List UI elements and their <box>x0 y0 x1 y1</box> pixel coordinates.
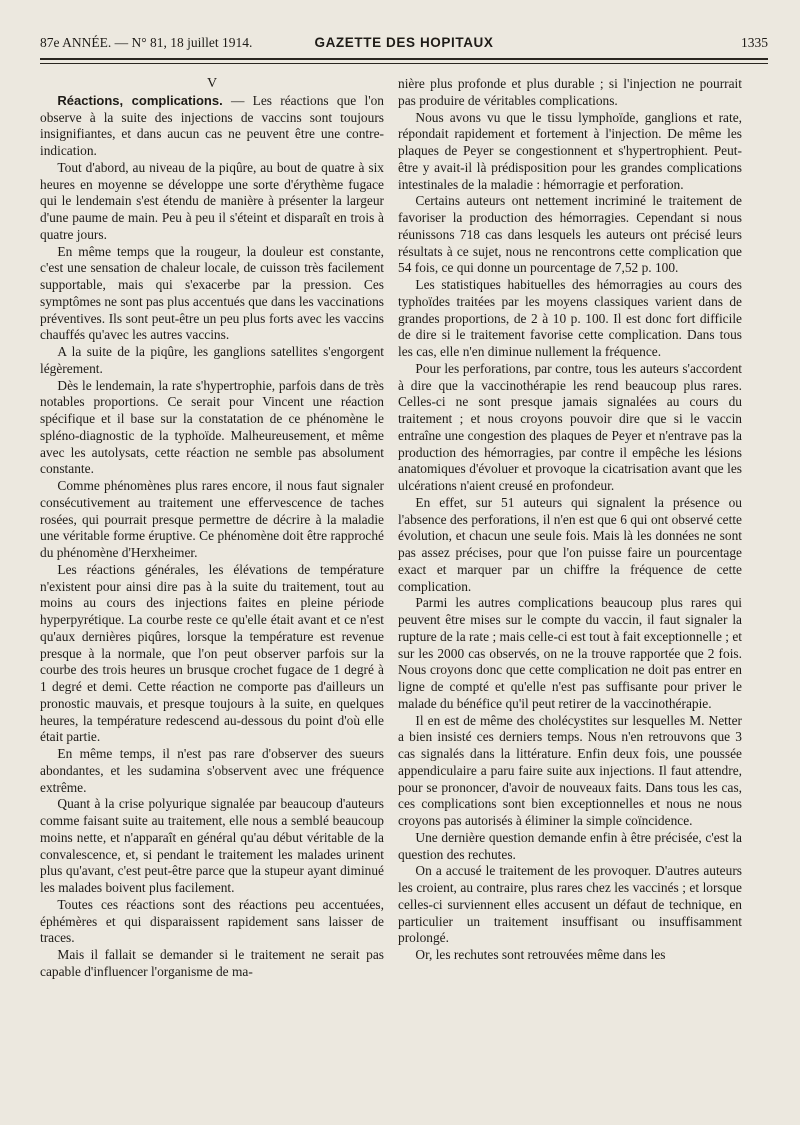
paragraph: Dès le lendemain, la rate s'hypertrophie, parfois dans de très notables proportions. Ce serait pour Vincent une réaction spécifique et il base sur la constatation de ce phénomène le spléno-diagnostic de la typhoïde. Malheureusement, et même avec les autolysats, cette réaction ne semble pas absolument constante. <box>40 377 384 477</box>
paragraph: Tout d'abord, au niveau de la piqûre, au bout de quatre à six heures en moyenne se développe une sorte d'érythème fugace qui le lendemain s'est étendu de manière à présenter la largeur d'une paume de main. Peu à peu il s'éteint et disparaît en trois à quatre jours. <box>40 159 384 242</box>
paragraph: On a accusé le traitement de les provoquer. D'autres auteurs les croient, au contraire, plus rares chez les vaccinés ; et lorsque celles-ci surviennent elles accusent un défaut de technique, en particulier un traitement insuffisant ou insuffisamment prolongé. <box>398 863 742 946</box>
section-number: V <box>206 76 218 91</box>
paragraph: Les statistiques habituelles des hémorragies au cours des typhoïdes traitées par les moyens classiques varient dans de grandes proportions, de 2 à 10 p. 100. Il est donc fort difficile de dire si le traitement favorise cette complication. Dans tous les cas, elle n'en diminue nullement la fréquence. <box>398 277 742 359</box>
paragraph: Parmi les autres complications beaucoup plus rares qui peuvent être mises sur le compte du vaccin, il faut signaler la rupture de la rate ; mais celle-ci est tout à fait exceptionnelle ; et sur les 2000 cas observés, on ne la trouve rapportée que 2 fois. Nous croyons donc que cette complication ne doit pas entrer en ligne de compté et qu'elle n'est pas suffisante pour priver le malade du bénéfice qu'il peut retirer de la vaccinothérapie. <box>398 595 742 711</box>
paragraph: A la suite de la piqûre, les ganglions satellites s'engorgent légèrement. <box>40 344 384 376</box>
paragraph: En même temps que la rougeur, la douleur est constante, c'est une sensation de chaleur locale, de cuisson très facilement supportable, mais qui s'exacerbe par la pression. Ces symptômes ne sont pas plus accentués que dans les vaccinations préventives. Ils sont peut-être un peu plus forts avec les vaccins chauffés qu'avec les autres vaccins. <box>40 243 384 343</box>
paragraph: En effet, sur 51 auteurs qui signalent la présence ou l'absence des perforations, il n'en est que 6 qui ont observé cette évolution, et chacun une seule fois. Mais là les données ne sont pas assez précises, pour que l'on puisse faire un pourcentage exact et marquer par un chiffre la fréquence de cette complication. <box>398 494 742 594</box>
paragraph: Comme phénomènes plus rares encore, il nous faut signaler consécutivement au traitement une effervescence de taches rosées, qui pourrait presque permettre de décrire à la maladie une véritable forme éruptive. Ce phénomène doit être rapproché du phénomène d'Herxheimer. <box>40 478 384 560</box>
paragraph: Toutes ces réactions sont des réactions peu accentuées, éphémères et qui disparaissent rapidement sans laisser de traces. <box>40 896 384 946</box>
paragraph: Or, les rechutes sont retrouvées même dans les <box>415 947 666 962</box>
paragraph: Quant à la crise polyurique signalée par beaucoup d'auteurs comme faisant suite au traitement, elle nous a semblé beaucoup moins nette, et n'apparaît en général qu'au début véritable de la convalescence, et, si pendant le traitement les malades urinent plus qu'avant, c'est peut-être parce que la stupeur ayant diminué les malades boivent plus facilement. <box>40 796 384 895</box>
header-rule-thin <box>40 63 768 64</box>
paragraph: Les réactions générales, les élévations de température n'existent pour ainsi dire pas à la suite du traitement, tout au moins au cours des injections faites en pleine période hyperpyrétique. La courbe reste ce qu'elle était avant et ce n'est qu'aux dernières piqûres, lorsque la température est revenue presque à la normale, que l'on peut observer parfois sur la courbe des trois heures un brusque crochet fugace de 1 degré à 1 degré et demi. Cette réaction ne comporte pas d'ailleurs un pronostic mauvais, et presque toujours à la suite, en quelques heures, la température redescend au-dessous du point d'où elle était partie. <box>40 561 384 745</box>
page-number: 1335 <box>741 35 768 50</box>
paragraph: Nous avons vu que le tissu lymphoïde, ganglions et rate, répondait rapidement et fortement à l'injection. De même les plaques de Peyer se congestionnent et s'hypertrophient. Peut-être y avait-il là prédisposition pour les grandes complications intestinales de la maladie : hémorragie et perforation. <box>398 109 742 192</box>
paragraph: Pour les perforations, par contre, tous les auteurs s'accordent à dire que la vaccinothérapie les rend beaucoup plus rares. Celles-ci ne sont presque jamais signalées au cours du traitement ; et nous croyons pouvoir dire que si le vaccin entraîne une congestion des plaques de Peyer et n'entrave pas la production des hémorragies, par contre il empêche les lésions anatomiques d'évoluer et provoque la cicatrisation avant que les ulcérations n'aient creusé en profondeur. <box>398 360 742 493</box>
left-column <box>40 76 384 1106</box>
paragraph: nière plus profonde et plus durable ; si l'injection ne pourrait pas produire de véritables complications. <box>398 76 742 108</box>
header-rule-thick <box>40 58 768 60</box>
paragraph: Mais il fallait se demander si le traitement ne serait pas capable d'influencer l'organisme de ma- <box>40 947 384 979</box>
paragraph: En même temps, il n'est pas rare d'observer des sueurs abondantes, et les sudamina s'observent avec une fréquence extrême. <box>40 746 384 795</box>
journal-title: GAZETTE DES HOPITAUX <box>314 35 494 50</box>
paragraph <box>40 93 384 160</box>
right-column <box>398 76 742 1106</box>
issue-info: 87e ANNÉE. — N° 81, 18 juillet 1914. <box>40 35 253 50</box>
paragraph: Certains auteurs ont nettement incriminé le traitement de favoriser la production des hémorragies. Cependant si nous réunissons 718 cas dans lesquels les auteurs ont précisé leurs résultats à ce sujet, nous ne rencontrons cette complication que 54 fois, ce qui donne un pourcentage de 7,52 p. 100. <box>398 193 742 276</box>
paragraph-text: — Les réactions que l'on observe à la suite des injections de vaccins sont toujours insignifiantes, et dans aucun cas ne peuvent être une contre-indication. <box>40 92 384 158</box>
paragraph: Il en est de même des cholécystites sur lesquelles M. Netter a bien insisté ces derniers temps. Nous n'en retrouvons que 3 cas signalés dans la littérature. Enfin deux fois, une poussée appendiculaire a paru faire suite aux injections. Il faut attendre, pour se prononcer, d'avoir de nouveaux faits. Dans tous les cas, ces complications sont bien exceptionnelles et nous ne nous croyons pas autorisés à éliminer la simple coïncidence. <box>398 712 742 828</box>
paragraph: Une dernière question demande enfin à être précisée, c'est la question des rechutes. <box>398 829 742 862</box>
running-header <box>40 30 768 56</box>
section-lead-title: Réactions, complications. <box>57 92 223 108</box>
